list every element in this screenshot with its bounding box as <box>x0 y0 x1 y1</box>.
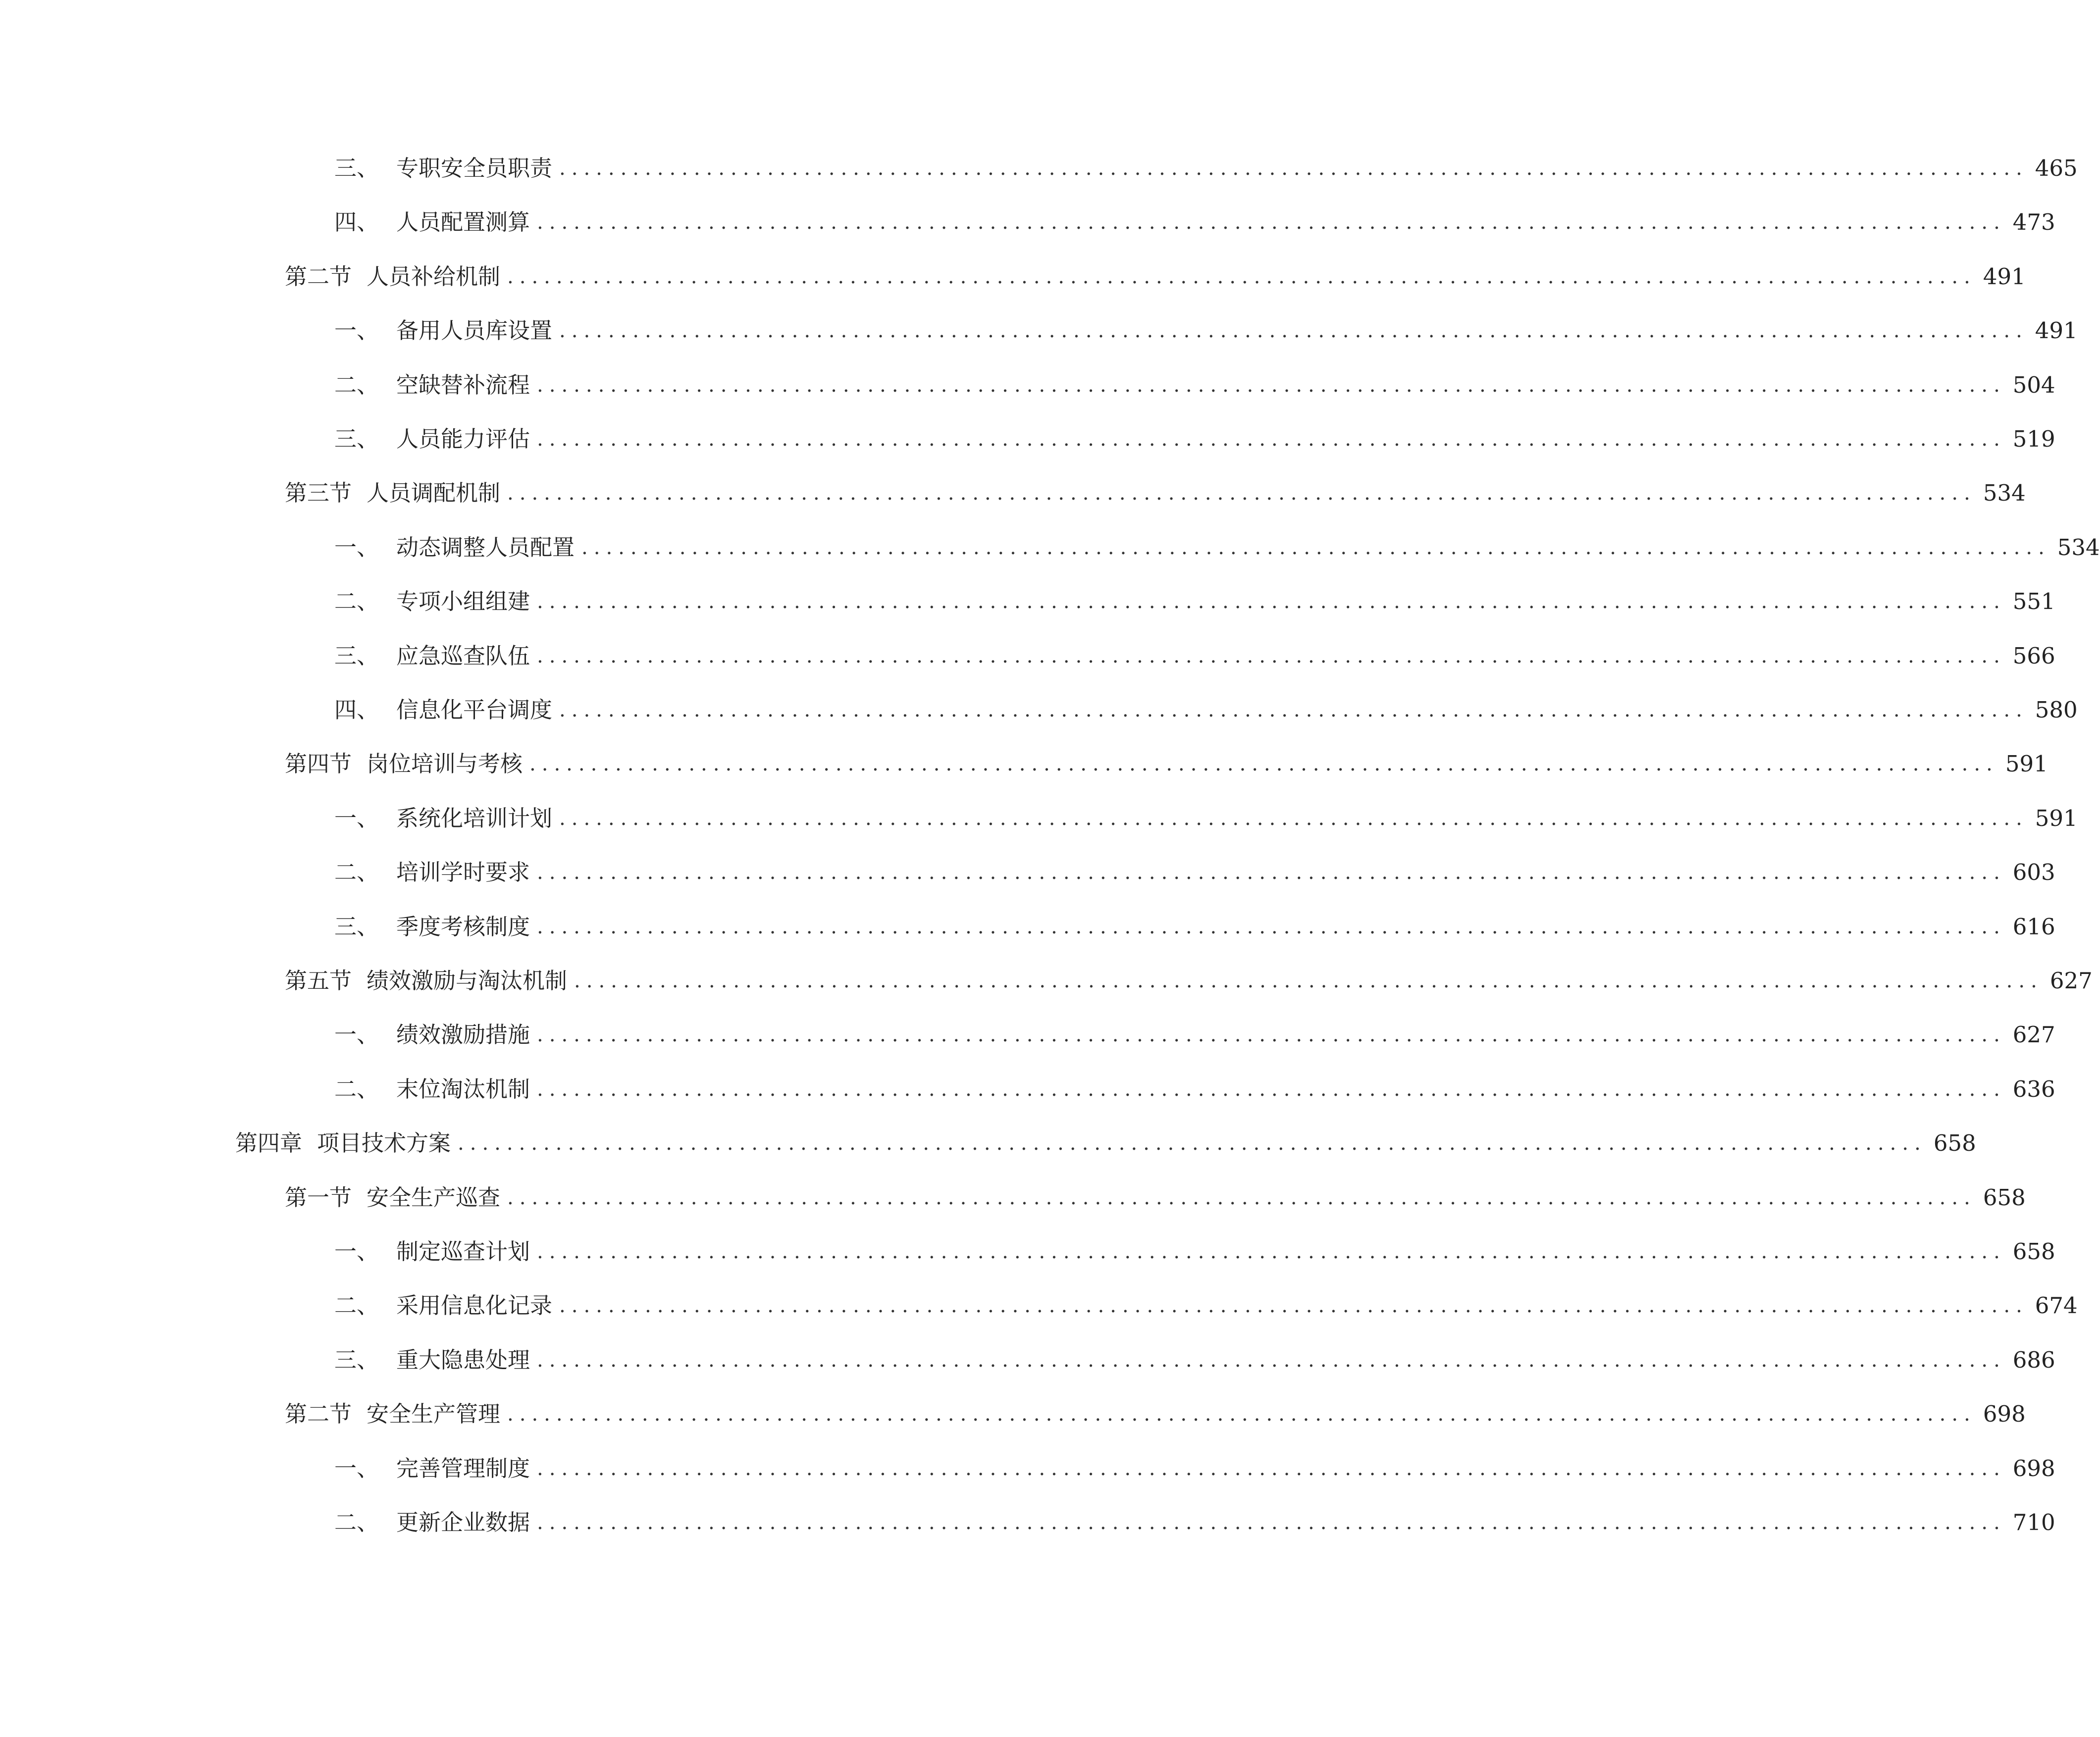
toc-dot-leader: ........................................................................................................................ <box>559 699 2028 721</box>
toc-entry-title: 动态调整人员配置 <box>396 534 575 561</box>
toc-entry-number: 一、 <box>334 1455 379 1482</box>
toc-entry-number: 四、 <box>334 697 379 723</box>
toc-entry[interactable] <box>334 1335 2055 1375</box>
toc-entry[interactable] <box>334 1444 2055 1483</box>
toc-dot-leader: ........................................................................................................................ <box>537 861 2006 884</box>
toc-entry[interactable] <box>334 631 2055 671</box>
toc-dot-leader: ........................................................................................................................ <box>507 482 1976 505</box>
toc-entry-number: 二、 <box>334 1076 379 1102</box>
toc-dot-leader: ........................................................................................................................ <box>529 753 1998 775</box>
toc-entry-number: 一、 <box>334 317 379 344</box>
toc-entry-title: 人员调配机制 <box>367 480 501 506</box>
toc-entry[interactable] <box>334 414 2055 454</box>
toc-entry-page-number: 534 <box>2057 534 2100 561</box>
toc-dot-leader: ........................................................................................................................ <box>537 645 2006 667</box>
toc-entry-title: 项目技术方案 <box>317 1130 451 1156</box>
toc-entry-number: 三、 <box>334 1347 379 1373</box>
toc-entry-title: 采用信息化记录 <box>396 1292 553 1319</box>
toc-entry-number: 第四节 <box>285 751 352 777</box>
toc-entry-page-number: 698 <box>1983 1401 2026 1427</box>
toc-entry[interactable] <box>334 1498 2055 1537</box>
toc-entry[interactable] <box>334 198 2055 237</box>
toc-entry-title: 制定巡查计划 <box>396 1238 530 1265</box>
toc-dot-leader: ........................................................................................................................ <box>537 211 2006 234</box>
toc-entry[interactable] <box>334 794 2078 833</box>
toc-entry-title: 人员补给机制 <box>367 263 501 290</box>
toc-entry-page-number: 491 <box>2035 317 2078 344</box>
toc-entry[interactable] <box>334 1281 2078 1321</box>
toc-dot-leader: ........................................................................................................................ <box>537 1078 2006 1101</box>
toc-entry-title: 安全生产巡查 <box>367 1184 501 1211</box>
toc-entry-title: 重大隐患处理 <box>396 1347 530 1373</box>
toc-entry[interactable] <box>285 252 2026 292</box>
toc-entry[interactable] <box>334 577 2055 616</box>
toc-entry-number: 三、 <box>334 914 379 940</box>
toc-entry-number: 一、 <box>334 1238 379 1265</box>
toc-entry-number: 二、 <box>334 372 379 398</box>
toc-dot-leader: ........................................................................................................................ <box>507 265 1976 288</box>
toc-entry-page-number: 616 <box>2012 914 2055 940</box>
toc-dot-leader: ........................................................................................................................ <box>537 1240 2006 1263</box>
toc-entry-page-number: 603 <box>2012 859 2055 885</box>
toc-entry-page-number: 627 <box>2012 1022 2055 1048</box>
toc-dot-leader: ........................................................................................................................ <box>537 1511 2006 1534</box>
toc-entry-page-number: 591 <box>2035 805 2078 831</box>
toc-entry-page-number: 627 <box>2049 968 2093 994</box>
toc-dot-leader: ........................................................................................................................ <box>507 1403 1976 1426</box>
toc-entry-title: 末位淘汰机制 <box>396 1076 530 1102</box>
toc-entry-number: 第四章 <box>235 1130 303 1156</box>
toc-entry-number: 第三节 <box>285 480 352 506</box>
toc-dot-leader: ........................................................................................................................ <box>559 1294 2028 1317</box>
toc-dot-leader: ........................................................................................................................ <box>559 157 2028 180</box>
toc-entry-page-number: 491 <box>1983 263 2026 290</box>
toc-entry-number: 二、 <box>334 1292 379 1319</box>
toc-dot-leader: ........................................................................................................................ <box>537 428 2006 451</box>
toc-entry-page-number: 658 <box>1933 1130 1976 1156</box>
toc-entry[interactable] <box>285 1389 2026 1429</box>
toc-entry-number: 第五节 <box>285 968 352 994</box>
toc-entry-number: 四、 <box>334 209 379 235</box>
toc-entry[interactable] <box>285 468 2026 508</box>
toc-entry-number: 三、 <box>334 426 379 452</box>
toc-entry-page-number: 519 <box>2012 426 2055 452</box>
toc-entry-page-number: 686 <box>2012 1347 2055 1373</box>
toc-entry-title: 人员能力评估 <box>396 426 530 452</box>
toc-entry-number: 二、 <box>334 588 379 614</box>
toc-entry-page-number: 504 <box>2012 372 2055 398</box>
toc-dot-leader: ........................................................................................................................ <box>537 1349 2006 1372</box>
toc-entry[interactable] <box>334 848 2055 887</box>
toc-entry-page-number: 566 <box>2012 643 2055 669</box>
toc-entry-title: 更新企业数据 <box>396 1509 530 1535</box>
toc-entry-number: 三、 <box>334 155 379 181</box>
toc-entry-title: 安全生产管理 <box>367 1401 501 1427</box>
toc-entry-title: 专项小组组建 <box>396 588 530 614</box>
toc-dot-leader: ........................................................................................................................ <box>537 1457 2006 1480</box>
toc-entry-page-number: 658 <box>2012 1238 2055 1265</box>
toc-entry-number: 一、 <box>334 805 379 831</box>
toc-entry[interactable] <box>334 306 2078 346</box>
toc-dot-leader: ........................................................................................................................ <box>559 319 2028 342</box>
toc-entry[interactable] <box>285 956 2093 996</box>
toc-entry[interactable] <box>334 902 2055 942</box>
toc-entry[interactable] <box>235 1119 1976 1158</box>
toc-entry-title: 空缺替补流程 <box>396 372 530 398</box>
toc-entry-number: 第二节 <box>285 263 352 290</box>
toc-dot-leader: ........................................................................................................................ <box>574 970 2043 992</box>
toc-entry-page-number: 710 <box>2012 1509 2055 1535</box>
toc-dot-leader: ........................................................................................................................ <box>537 916 2006 938</box>
toc-entry[interactable] <box>334 1227 2055 1267</box>
toc-entry-number: 二、 <box>334 1509 379 1535</box>
toc-entry-page-number: 674 <box>2035 1292 2078 1319</box>
toc-entry-page-number: 698 <box>2012 1455 2055 1482</box>
toc-entry-title: 应急巡查队伍 <box>396 643 530 669</box>
toc-entry[interactable] <box>285 1173 2026 1213</box>
toc-dot-leader: ........................................................................................................................ <box>537 374 2006 397</box>
toc-dot-leader: ........................................................................................................................ <box>581 536 2050 559</box>
toc-entry-title: 信息化平台调度 <box>396 697 553 723</box>
toc-entry[interactable] <box>334 360 2055 400</box>
toc-entry-number: 一、 <box>334 534 379 561</box>
toc-entry-number: 第一节 <box>285 1184 352 1211</box>
toc-entry-page-number: 580 <box>2035 697 2078 723</box>
toc-entry-page-number: 465 <box>2035 155 2078 181</box>
toc-entry-page-number: 636 <box>2012 1076 2055 1102</box>
toc-entry[interactable] <box>334 1065 2055 1104</box>
toc-entry[interactable] <box>334 1010 2055 1050</box>
toc-dot-leader: ........................................................................................................................ <box>458 1132 1927 1155</box>
toc-entry-number: 第二节 <box>285 1401 352 1427</box>
toc-entry-title: 人员配置测算 <box>396 209 530 235</box>
toc-entry-title: 专职安全员职责 <box>396 155 553 181</box>
toc-entry-title: 岗位培训与考核 <box>367 751 523 777</box>
toc-entry-number: 一、 <box>334 1022 379 1048</box>
toc-entry-page-number: 591 <box>2005 751 2048 777</box>
toc-entry[interactable] <box>334 144 2078 183</box>
toc-entry-title: 系统化培训计划 <box>396 805 553 831</box>
toc-entry-page-number: 534 <box>1983 480 2026 506</box>
toc-entry[interactable] <box>334 685 2078 725</box>
toc-dot-leader: ........................................................................................................................ <box>559 807 2028 830</box>
toc-entry-number: 三、 <box>334 643 379 669</box>
toc-entry-page-number: 551 <box>2012 588 2055 614</box>
toc-entry-title: 季度考核制度 <box>396 914 530 940</box>
toc-entry-title: 绩效激励与淘汰机制 <box>367 968 568 994</box>
toc-dot-leader: ........................................................................................................................ <box>537 590 2006 613</box>
toc-entry-number: 二、 <box>334 859 379 885</box>
toc-entry[interactable] <box>334 523 2100 562</box>
toc-entry[interactable] <box>285 739 2048 779</box>
toc-entry-title: 完善管理制度 <box>396 1455 530 1482</box>
toc-dot-leader: ........................................................................................................................ <box>537 1023 2006 1046</box>
toc-entry-title: 培训学时要求 <box>396 859 530 885</box>
toc-entry-title: 绩效激励措施 <box>396 1022 530 1048</box>
toc-entry-page-number: 473 <box>2012 209 2055 235</box>
toc-entry-title: 备用人员库设置 <box>396 317 553 344</box>
toc-entry-page-number: 658 <box>1983 1184 2026 1211</box>
toc-dot-leader: ........................................................................................................................ <box>507 1186 1976 1209</box>
